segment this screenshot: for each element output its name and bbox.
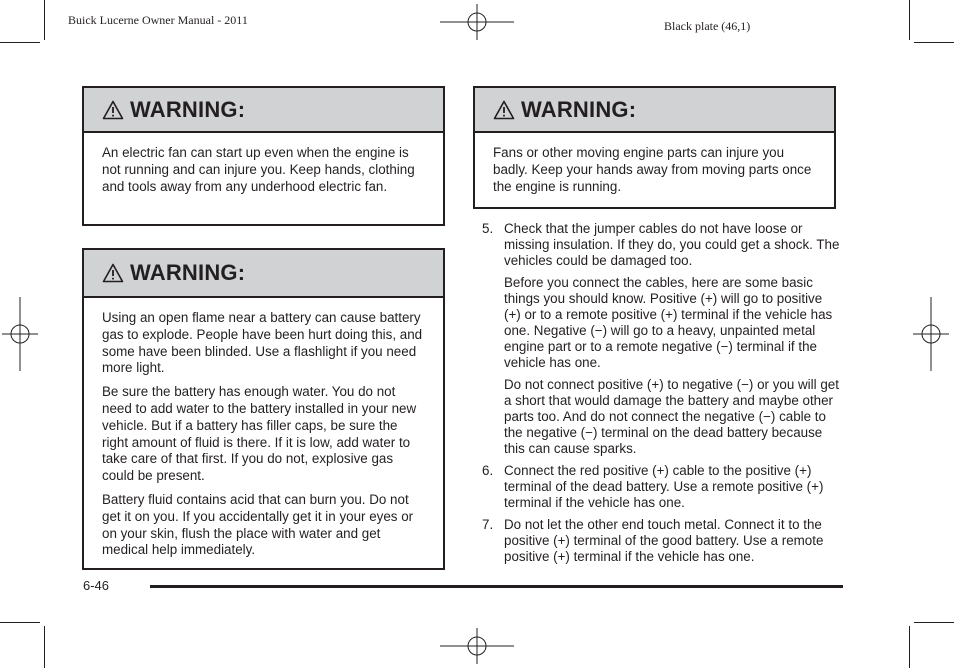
warning-triangle-icon [493, 100, 515, 120]
registration-mark-icon [440, 628, 514, 664]
registration-mark-icon [440, 4, 514, 40]
crop-mark [914, 42, 954, 43]
warning-paragraph: Using an open flame near a battery can cause battery gas to explode. People have been hurt doing this, and some have been blinded. Use a flashlight if you need more light. [102, 310, 423, 376]
crop-mark [44, 626, 45, 668]
warning-title: WARNING: [130, 96, 246, 122]
warning-header [475, 88, 834, 133]
warning-header [84, 88, 443, 133]
step-content [504, 221, 842, 457]
warning-box-electric-fan [82, 86, 445, 226]
step-paragraph: Do not let the other end touch metal. Connect it to the positive (+) terminal of the good battery. Use a remote positive (+) terminal if the vehicle has one. [504, 517, 824, 564]
warning-triangle-icon [102, 100, 124, 120]
page-number: 6-46 [83, 578, 110, 593]
step-number: 5. [482, 221, 494, 236]
step-paragraph: Before you connect the cables, here are some basic things you should know. Positive (+) will go to positive (+) or to a remote positive (+) terminal if the vehicle has one. Negative (−) will go to a heavy, unpainted metal engine part or to a remote negative (−) terminal if the vehicle has one. [504, 275, 833, 370]
registration-mark-icon [2, 297, 38, 371]
registration-mark-icon [913, 297, 949, 371]
step-number: 7. [482, 517, 494, 532]
warning-paragraph: Be sure the battery has enough water. You do not need to add water to the battery installed in your new vehicle. But if a battery has filler caps, be sure the right amount of fluid is there. If it is low, add water to take care of that first. If you do not, explosive gas could be present. [102, 384, 417, 484]
jump-start-steps [482, 221, 842, 571]
warning-paragraph: Battery fluid contains acid that can burn you. Do not get it on you. If you accidentally get it in your eyes or on your skin, flush the place with water and get medical help immediately. [102, 491, 414, 558]
warning-triangle-icon [102, 263, 124, 283]
step-content [504, 463, 842, 511]
warning-body [84, 133, 443, 205]
step-paragraph: Connect the red positive (+) cable to the positive (+) terminal of the dead battery. Use a remote positive (+) terminal if the vehicle has one. [504, 463, 824, 510]
manual-title: Buick Lucerne Owner Manual - 2011 [68, 13, 248, 27]
crop-mark [0, 42, 40, 43]
step-number: 6. [482, 463, 494, 478]
list-item [482, 517, 842, 565]
crop-mark [44, 0, 45, 40]
step-content [504, 517, 842, 565]
warning-paragraph: An electric fan can start up even when the engine is not running and can injure you. Keep hands, clothing and tools away from any underhood electric fan. [102, 145, 415, 194]
step-paragraph: Do not connect positive (+) to negative (−) or you will get a short that would damage the battery and maybe other parts too. And do not connect the negative (−) cable to the negative (−) terminal on the dead battery because this can cause sparks. [504, 377, 839, 456]
list-item [482, 463, 842, 511]
warning-box-moving-parts [473, 86, 836, 209]
crop-mark [909, 0, 910, 40]
step-paragraph: Check that the jumper cables do not have loose or missing insulation. If they do, you could get a shock. The vehicles could be damaged too. [504, 221, 840, 268]
crop-mark [909, 626, 910, 668]
list-item [482, 221, 842, 457]
warning-paragraph: Fans or other moving engine parts can injure you badly. Keep your hands away from moving parts once the engine is running. [493, 145, 812, 194]
footer-rule [150, 585, 843, 588]
warning-title: WARNING: [130, 260, 246, 285]
warning-header [84, 250, 443, 298]
crop-mark [914, 622, 954, 623]
plate-label: Black plate (46,1) [664, 19, 751, 33]
warning-body [475, 133, 834, 205]
warning-body [84, 298, 443, 569]
warning-title: WARNING: [521, 96, 637, 122]
warning-box-battery [82, 248, 445, 570]
crop-mark [0, 622, 40, 623]
